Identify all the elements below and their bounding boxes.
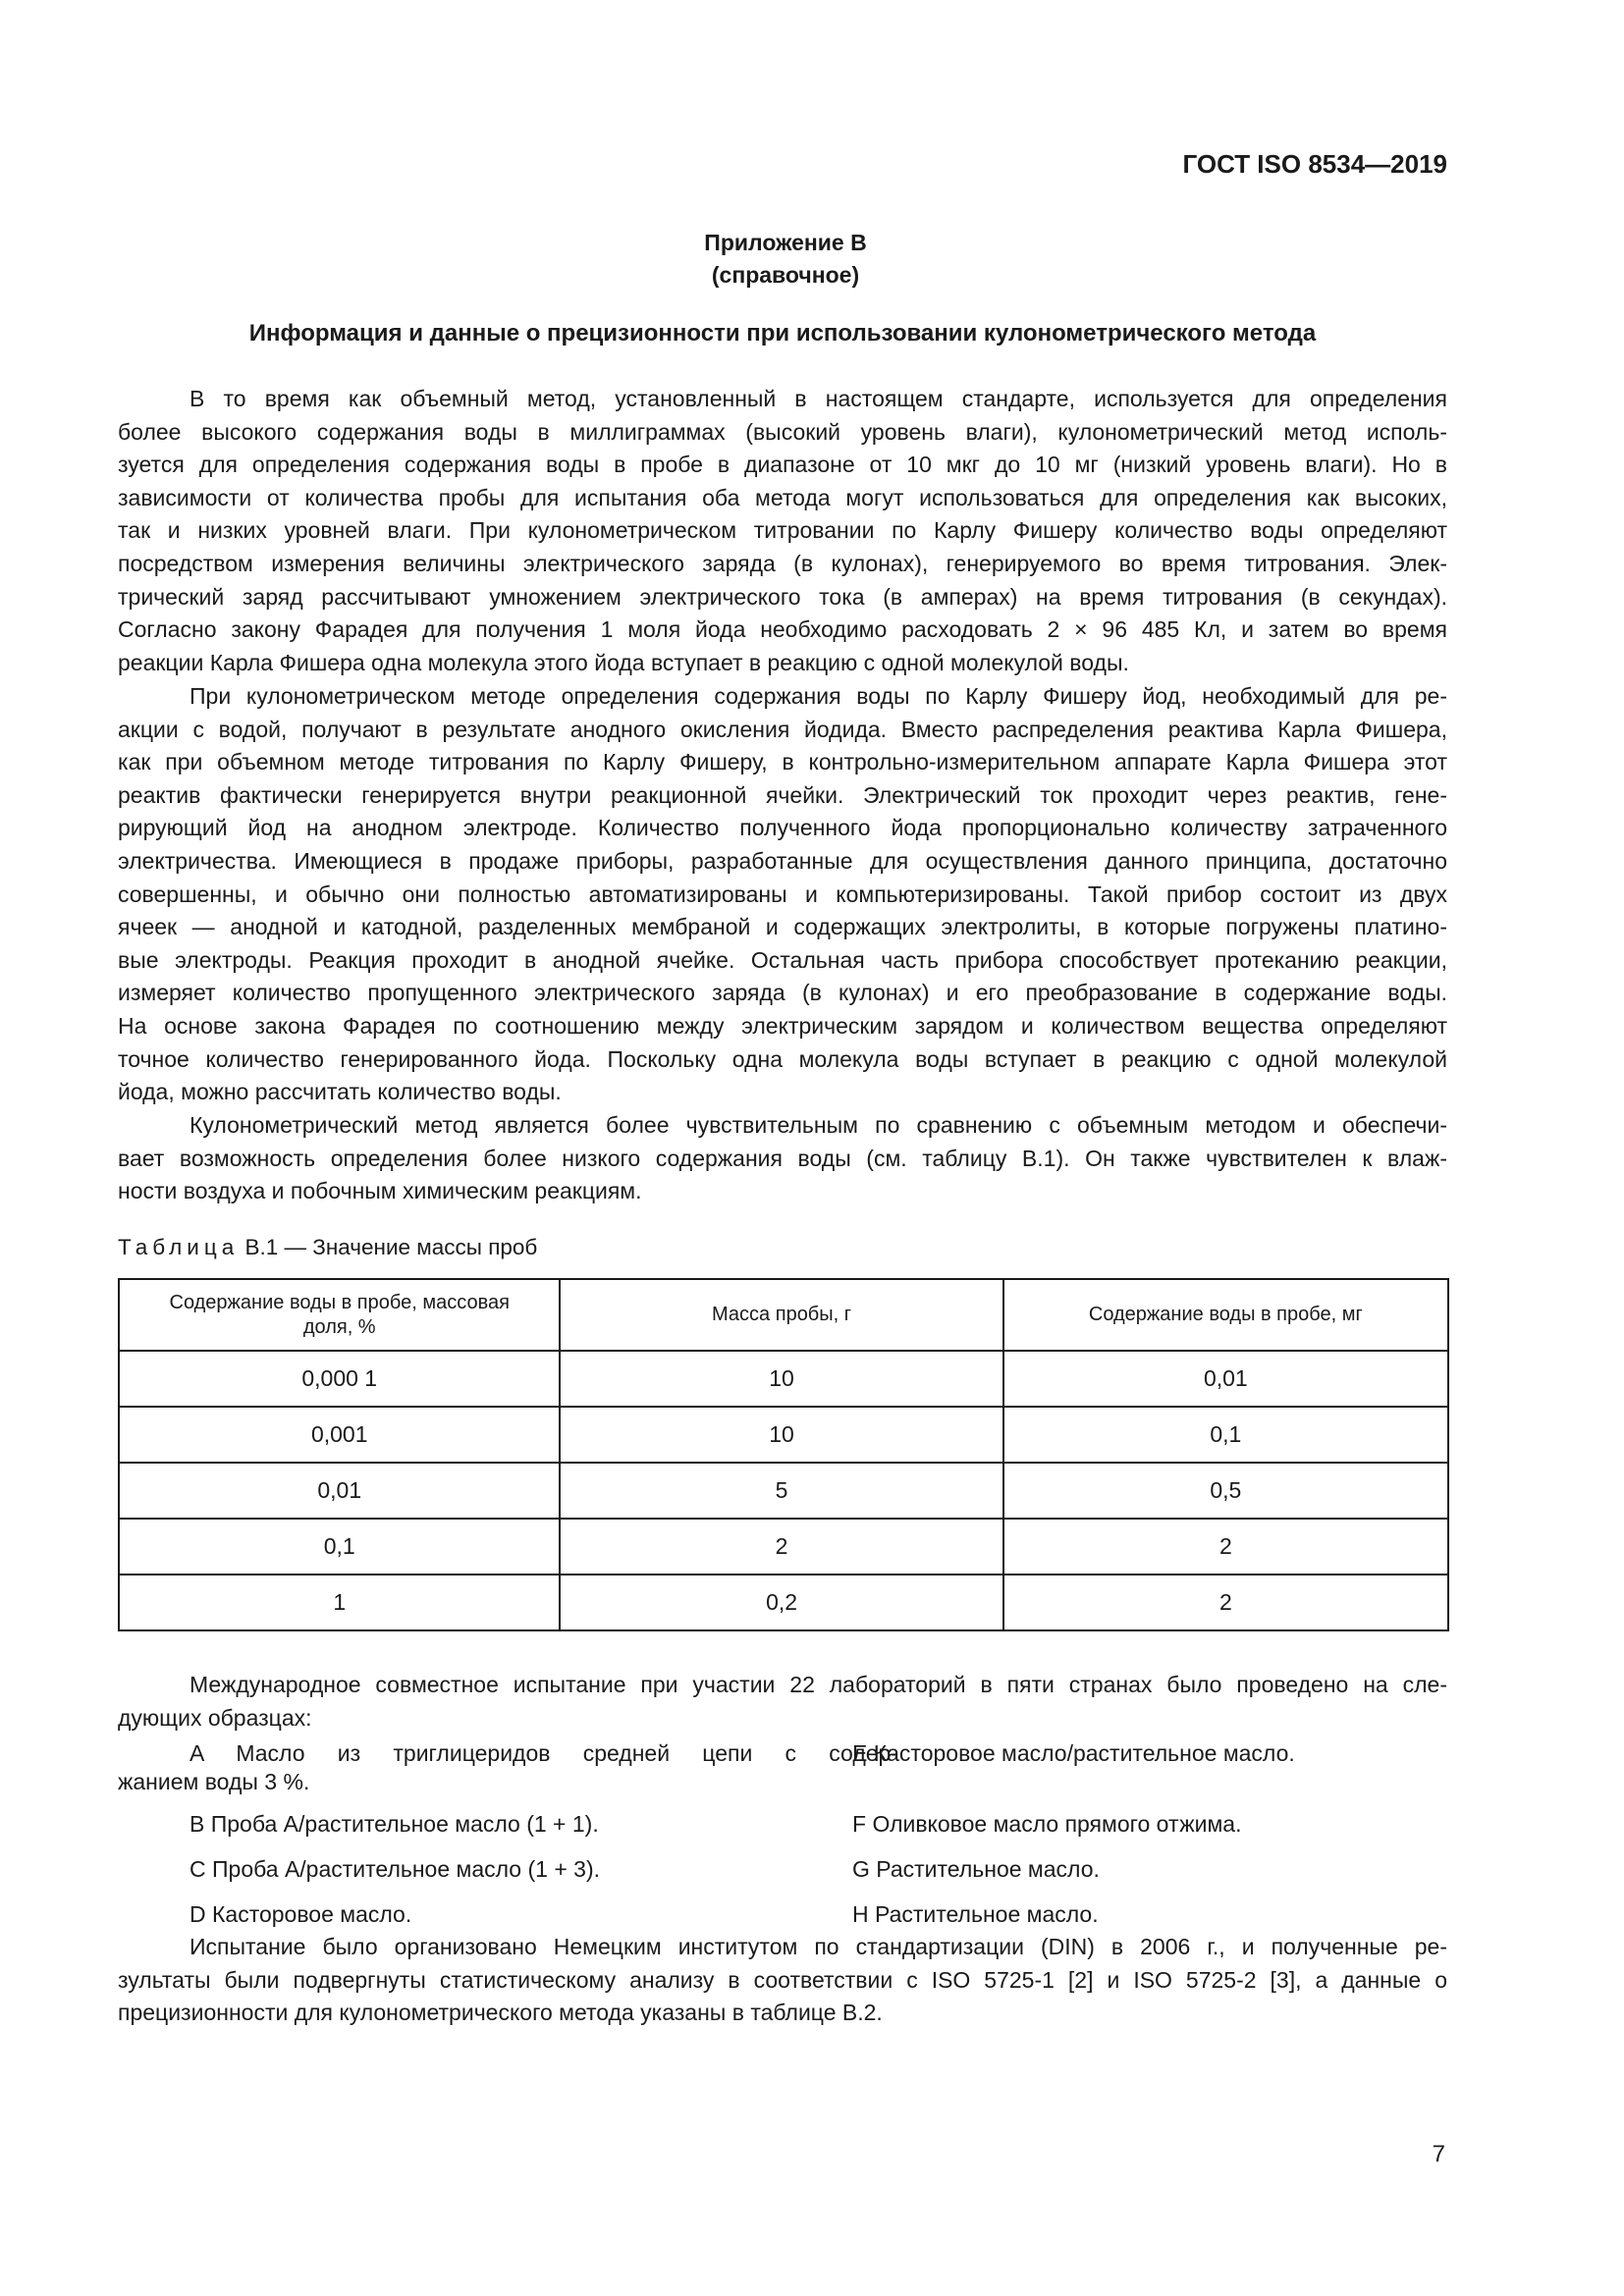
table-cell: 10 xyxy=(560,1407,1002,1463)
column-header: Масса пробы, г xyxy=(560,1279,1002,1351)
text-line: так и низких уровней влаги. При кулонометрическом титровании по Карлу Фишеру количество воды определяют xyxy=(118,517,1447,544)
page-number: 7 xyxy=(1432,2141,1445,2167)
text-line: реактив фактически генерируется внутри реакционной ячейки. Электрический ток проходит через реактив, гене- xyxy=(118,781,1447,808)
text-line: Испытание было организовано Немецким институтом по стандартизации (DIN) в 2006 г., и полученные ре- xyxy=(189,1934,1447,1959)
table-cell: 0,01 xyxy=(1003,1351,1448,1407)
table-cell: 0,001 xyxy=(119,1407,560,1463)
sample-item-d: D Касторовое масло. xyxy=(189,1901,412,1927)
text-line: зависимости от количества пробы для испытания оба метода могут использоваться для определения как высоких, xyxy=(118,484,1447,510)
sample-item-f: F Оливковое масло прямого отжима. xyxy=(852,1811,1242,1837)
sample-text-line: жанием воды 3 %. xyxy=(118,1769,310,1794)
text-line: Кулонометрический метод является более чувствительным по сравнению с объемным методом и обеспечи- xyxy=(189,1112,1447,1138)
text-line: ячеек — анодной и катодной, разделенных мембраной и содержащих электролиты, в которые погружены платино- xyxy=(118,914,1447,940)
paragraph-2 xyxy=(118,680,1447,1109)
table-cell: 0,1 xyxy=(119,1519,560,1575)
table-cell: 0,1 xyxy=(1003,1407,1448,1463)
paragraph-3 xyxy=(118,1109,1447,1208)
standard-code: ГОСТ ISO 8534—2019 xyxy=(1182,149,1447,179)
text-line: прецизионности для кулонометрического метода указаны в таблице В.2. xyxy=(118,2000,883,2026)
table-cell: 5 xyxy=(560,1463,1002,1519)
column-header-text: Содержание воды в пробе, массовая доля, % xyxy=(169,1291,510,1338)
table-row xyxy=(119,1519,1448,1575)
sample-item-e: E Касторовое масло/растительное масло. xyxy=(852,1740,1295,1766)
table-row xyxy=(119,1351,1448,1407)
annex-heading xyxy=(0,227,1571,292)
text-line: Международное совместное испытание при участии 22 лабораторий в пяти странах было проведено на сле- xyxy=(189,1672,1447,1697)
paragraph-5 xyxy=(118,1931,1447,2030)
section-title: Информация и данные о прецизионности при использовании кулонометрического метода xyxy=(248,320,1317,347)
sample-text-line: A Масло из триглицеридов средней цепи с содер- xyxy=(189,1740,898,1766)
table-cell: 0,000 1 xyxy=(119,1351,560,1407)
text-line: рирующий йод на анодном электроде. Количество полученного йода пропорционально количеству затраченного xyxy=(118,815,1447,841)
column-header xyxy=(119,1279,560,1351)
sample-item-h: H Растительное масло. xyxy=(852,1901,1099,1927)
table-cell: 0,01 xyxy=(119,1463,560,1519)
text-line: На основе закона Фарадея по соотношению между электрическим зарядом и количеством вещества определяют xyxy=(118,1012,1447,1039)
table-cell: 0,5 xyxy=(1003,1463,1448,1519)
table-row xyxy=(119,1463,1448,1519)
text-line: совершенны, и обычно они полностью автоматизированы и компьютеризированы. Такой прибор состоит из двух xyxy=(118,881,1447,907)
sample-item-b: B Проба А/растительное масло (1 + 1). xyxy=(189,1811,599,1837)
annex-type: (справочное) xyxy=(711,262,860,288)
text-line: зуется для определения содержания воды в пробе в диапазоне от 10 мкг до 10 мг (низкий уровень влаги). Но в xyxy=(118,452,1447,478)
text-line: дующих образцах: xyxy=(118,1704,312,1731)
table-caption-text: В.1 — Значение массы проб xyxy=(244,1235,538,1259)
text-line: электричества. Имеющиеся в продаже приборы, разработанные для осуществления данного принципа, достаточно xyxy=(118,847,1447,874)
text-line: как при объемном методе титрования по Карлу Фишеру, в контрольно-измерительном аппарате Карла Фишера этот xyxy=(118,749,1447,775)
text-line: ности воздуха и побочным химическим реакциям. xyxy=(118,1178,642,1204)
sample-mass-table xyxy=(118,1278,1449,1631)
column-header: Содержание воды в пробе, мг xyxy=(1003,1279,1448,1351)
annex-label: Приложение В xyxy=(704,230,867,255)
text-line: посредством измерения величины электрического заряда (в кулонах), генерируемого во время титрования. Элек- xyxy=(118,550,1447,576)
table-row xyxy=(119,1575,1448,1630)
table-cell: 1 xyxy=(119,1575,560,1630)
text-line: Согласно закону Фарадея для получения 1 моля йода необходимо расходовать 2 × 96 485 Кл, и затем во время xyxy=(118,616,1447,643)
table-header-row xyxy=(119,1279,1448,1351)
table-caption xyxy=(118,1235,537,1260)
text-line: трический заряд рассчитывают умножением электрического тока (в амперах) на время титрования (в секундах). xyxy=(118,583,1447,610)
text-line: вает возможность определения более низкого содержания воды (см. таблицу В.1). Он также чувствителен к влаж- xyxy=(118,1145,1447,1171)
table-cell: 2 xyxy=(1003,1575,1448,1630)
text-line: измеряет количество пропущенного электрического заряда (в кулонах) и его преобразование в содержание воды. xyxy=(118,980,1447,1006)
text-line: зультаты были подвергнуты статистическому анализу в соответствии с ISO 5725-1 [2] и ISO 5725-2 [3], а данные о xyxy=(118,1966,1447,1993)
text-line: В то время как объемный метод, установленный в настоящем стандарте, используется для определения xyxy=(189,386,1447,411)
table-row xyxy=(119,1407,1448,1463)
table-caption-prefix: Таблица xyxy=(118,1235,240,1259)
text-line: акции с водой, получают в результате анодного окисления йодида. Вместо распределения реактива Карла Фишера, xyxy=(118,716,1447,742)
text-line: При кулонометрическом методе определения содержания воды по Карлу Фишеру йод, необходимый для ре- xyxy=(189,683,1447,709)
text-line: более высокого содержания воды в миллиграммах (высокий уровень влаги), кулонометрический метод исполь- xyxy=(118,418,1447,445)
paragraph-4 xyxy=(118,1669,1447,1735)
text-line: йода, можно рассчитать количество воды. xyxy=(118,1079,562,1105)
text-line: реакции Карла Фишера одна молекула этого йода вступает в реакцию с одной молекулой воды. xyxy=(118,649,1129,675)
sample-item-c: C Проба А/растительное масло (1 + 3). xyxy=(189,1856,600,1882)
text-line: вые электроды. Реакция проходит в анодной ячейке. Остальная часть прибора способствует протеканию реакции, xyxy=(118,946,1447,973)
table-cell: 10 xyxy=(560,1351,1002,1407)
sample-item-g: G Растительное масло. xyxy=(852,1856,1100,1882)
table-cell: 2 xyxy=(560,1519,1002,1575)
paragraph-1 xyxy=(118,383,1447,679)
sample-item-a xyxy=(118,1739,898,1796)
table-cell: 2 xyxy=(1003,1519,1448,1575)
table-cell: 0,2 xyxy=(560,1575,1002,1630)
text-line: точное количество генерированного йода. Поскольку одна молекула воды вступает в реакцию с одной молекулой xyxy=(118,1045,1447,1072)
